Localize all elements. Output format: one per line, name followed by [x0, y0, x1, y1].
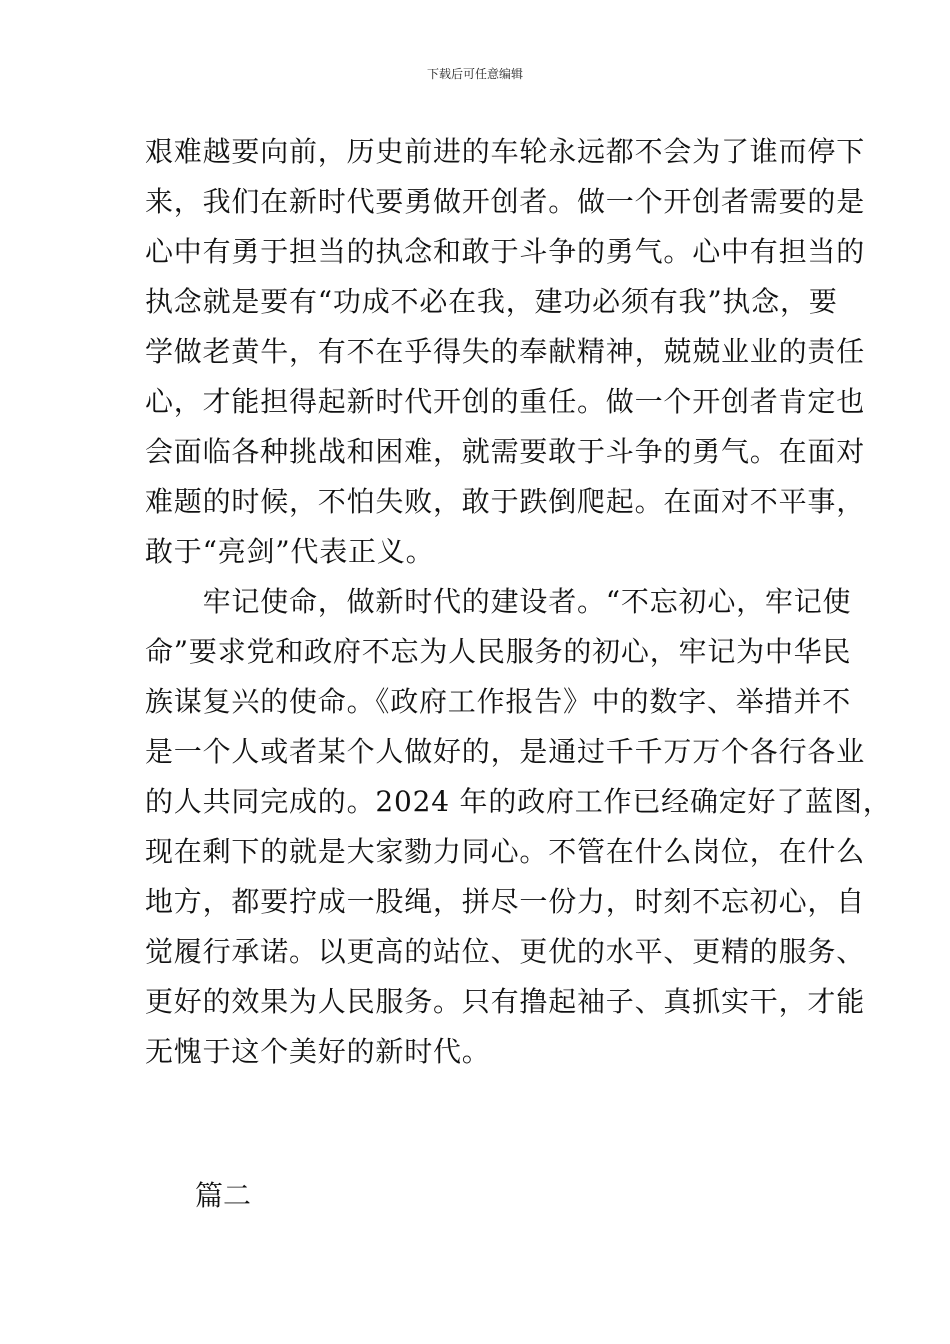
text-line: 难题的时候，不怕失败，敢于跌倒爬起。在面对不平事， — [145, 485, 866, 518]
text-line: 地方，都要拧成一股绳，拼尽一份力，时刻不忘初心，自 — [145, 885, 866, 918]
text-line: 牢记使命，做新时代的建设者。“不忘初心，牢记使 — [145, 585, 852, 618]
text-line: 现在剩下的就是大家勠力同心。不管在什么岗位，在什么 — [145, 835, 866, 868]
text-line: 敢于“亮剑”代表正义。 — [145, 535, 435, 568]
text-line: 来，我们在新时代要勇做开创者。做一个开创者需要的是 — [145, 185, 866, 218]
page-header: 下载后可任意编辑 — [426, 67, 523, 81]
section-title: 篇二 — [195, 1179, 252, 1212]
text-line: 无愧于这个美好的新时代。 — [145, 1035, 491, 1068]
text-line: 更好的效果为人民服务。只有撸起袖子、真抓实干，才能 — [145, 985, 866, 1018]
document-body — [145, 127, 892, 1077]
text-line: 觉履行承诺。以更高的站位、更优的水平、更精的服务、 — [145, 935, 866, 968]
text-line: 心，才能担得起新时代开创的重任。做一个开创者肯定也 — [145, 385, 866, 418]
text-line: 执念就是要有“功成不必在我，建功必须有我”执念，要 — [145, 285, 838, 318]
text-line: 是一个人或者某个人做好的，是通过千千万万个各行各业 — [145, 735, 866, 768]
text-line: 族谋复兴的使命。《政府工作报告》中的数字、举措并不 — [145, 685, 852, 718]
text-line: 会面临各种挑战和困难，就需要敢于斗争的勇气。在面对 — [145, 435, 866, 468]
text-line: 艰难越要向前，历史前进的车轮永远都不会为了谁而停下 — [145, 135, 866, 168]
text-line: 心中有勇于担当的执念和敢于斗争的勇气。心中有担当的 — [145, 235, 866, 268]
text-line: 的人共同完成的。2024 年的政府工作已经确定好了蓝图， — [145, 785, 892, 818]
text-line: 学做老黄牛，有不在乎得失的奉献精神，兢兢业业的责任 — [145, 335, 866, 368]
text-line: 命”要求党和政府不忘为人民服务的初心，牢记为中华民 — [145, 635, 852, 668]
